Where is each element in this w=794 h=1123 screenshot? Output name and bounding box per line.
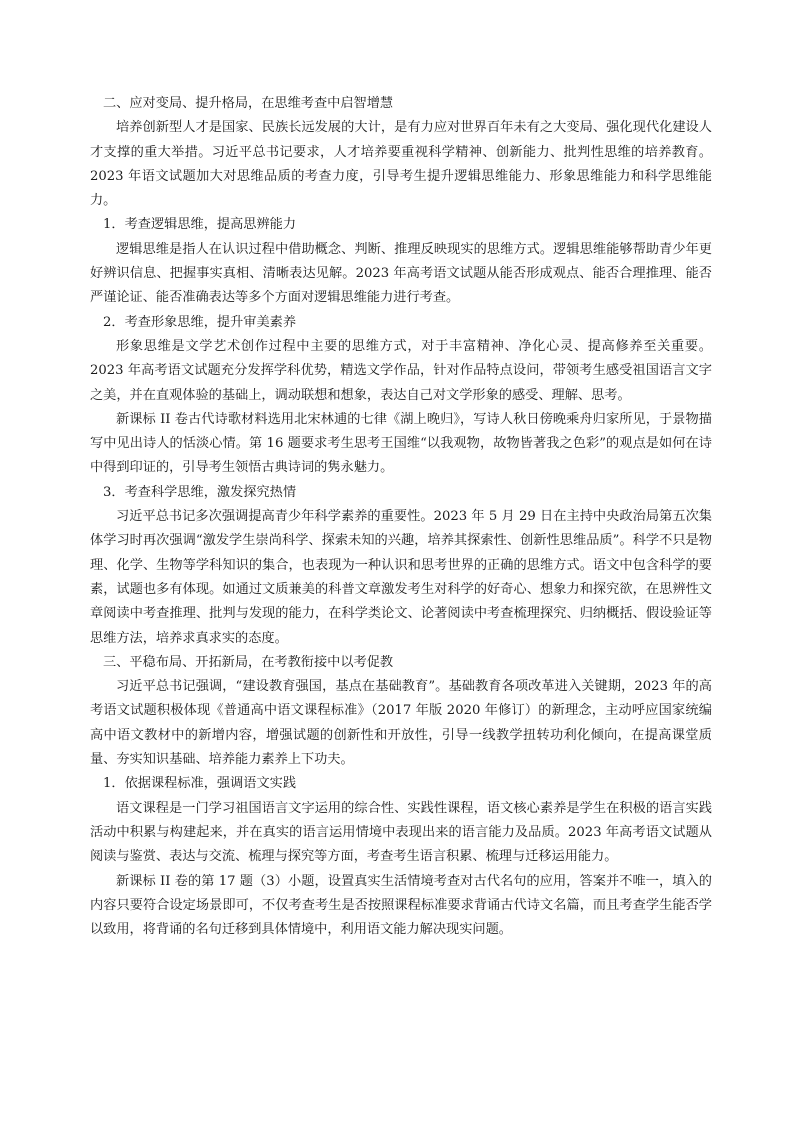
paragraph: 习近平总书记强调，“建设教育强国，基点在基础教育”。基础教育各项改革进入关键期，2023 年的高考语文试题积极体现《普通高中语文课程标准》（2017 年版 2020 年修订）的新理念，主动呼应国家统编高中语文教材中的新增内容，增强试题的创新性和开放性，引导一线教学扭转功利化倾向，在提高课堂质量、夯实知识基础、培养能力素养上下功夫。 bbox=[90, 679, 712, 768]
section-heading: 三、平稳布局、开拓新局，在考教衔接中以考促教 bbox=[103, 654, 394, 670]
paragraph: 培养创新型人才是国家、民族长远发展的大计，是有力应对世界百年未有之大变局、强化现代化建设人才支撑的重大举措。习近平总书记要求，人才培养要重视科学精神、创新能力、批判性思维的培养教育。2023 年语文试题加大对思维品质的考查力度，引导考生提升逻辑思维能力、形象思维能力和科学思维能力。 bbox=[90, 120, 712, 209]
paragraph: 新课标 II 卷古代诗歌材料选用北宋林逋的七律《湖上晚归》，写诗人秋日傍晚乘舟归家所见，于景物描写中见出诗人的恬淡心情。第 16 题要求考生思考王国维“以我观物，故物皆著我之色彩”的观点是如何在诗中得到印证的，引导考生领悟古典诗词的隽永魅力。 bbox=[90, 411, 712, 476]
subsection-heading: 1．依据课程标准，强调语文实践 bbox=[103, 776, 297, 792]
paragraph: 习近平总书记多次强调提高青少年科学素养的重要性。2023 年 5 月 29 日在主持中央政治局第五次集体学习时再次强调“激发学生崇尚科学、探索未知的兴趣，培养其探索性、创新性思维品质”。科学不只是物理、化学、生物等学科知识的集合，也表现为一种认识和思考世界的正确的思维方式。语文中包含科学的要素，试题也多有体现。如通过文质兼美的科普文章激发考生对科学的好奇心、想象力和探究欲，在思辨性文章阅读中考查推理、批判与发现的能力，在科学类论文、论著阅读中考查梳理探究、归纳概括、假设验证等思维方法，培养求真求实的态度。 bbox=[90, 509, 712, 646]
document-body bbox=[90, 92, 712, 942]
subsection-heading: 2．考查形象思维，提升审美素养 bbox=[103, 314, 297, 330]
paragraph: 语文课程是一门学习祖国语言文字运用的综合性、实践性课程，语文核心素养是学生在积极的语言实践活动中积累与构建起来，并在真实的语言运用情境中表现出来的语言能力及品质。2023 年高考语文试题从阅读与鉴赏、表达与交流、梳理与探究等方面，考查考生语言积累、梳理与迁移运用能力。 bbox=[90, 800, 712, 865]
paragraph: 逻辑思维是指人在认识过程中借助概念、判断、推理反映现实的思维方式。逻辑思维能够帮助青少年更好辨识信息、把握事实真相、清晰表达见解。2023 年高考语文试题从能否形成观点、能否合理推理、能否严谨论证、能否准确表达等多个方面对逻辑思维能力进行考查。 bbox=[90, 241, 712, 306]
subsection-heading: 1．考查逻辑思维，提高思辨能力 bbox=[103, 217, 297, 233]
paragraph: 新课标 II 卷的第 17 题（3）小题，设置真实生活情境考查对古代名句的应用，答案并不唯一，填入的内容只要符合设定场景即可，不仅考查考生是否按照课程标准要求背诵古代诗文名篇，而且考查学生能否学以致用，将背诵的名句迁移到具体情境中，利用语文能力解决现实问题。 bbox=[90, 873, 712, 938]
paragraph: 形象思维是文学艺术创作过程中主要的思维方式，对于丰富精神、净化心灵、提高修养至关重要。2023 年高考语文试题充分发挥学科优势，精选文学作品，针对作品特点设问，带领考生感受祖国语言文字之美，并在直观体验的基础上，调动联想和想象，表达自己对文学形象的感受、理解、思考。 bbox=[90, 338, 712, 403]
section-heading: 二、应对变局、提升格局，在思维考查中启智增慧 bbox=[103, 96, 394, 111]
subsection-heading: 3．考查科学思维，激发探究热情 bbox=[103, 484, 297, 500]
